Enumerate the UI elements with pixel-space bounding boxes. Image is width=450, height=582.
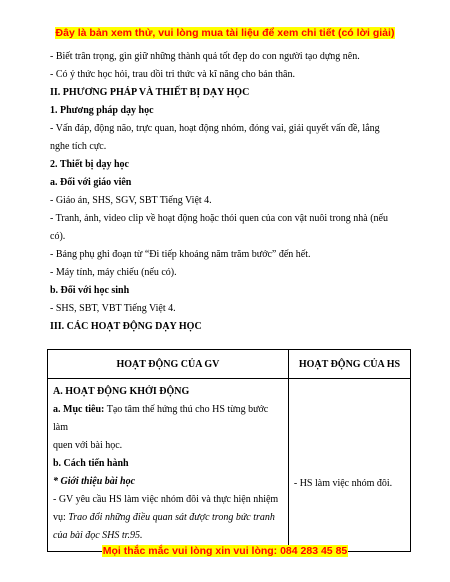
objective-text-2: quen với bài học. [53,440,123,451]
header-student-activity: HOẠT ĐỘNG CỦA HS [288,350,410,379]
table-header-row [48,350,411,379]
activity-title: A. HOẠT ĐỘNG KHỞI ĐỘNG [53,386,190,397]
subheading-student: b. Đối với học sinh [50,285,130,296]
task-line-2 [53,509,283,527]
objective-label: a. Mục tiêu: [53,404,105,415]
section-heading-3: III. CÁC HOẠT ĐỘNG DẠY HỌC [50,321,202,332]
table-row [48,379,411,552]
student-item-1: - SHS, SBT, VBT Tiếng Việt 4. [50,303,176,314]
teacher-item-1: - Giáo án, SHS, SGV, SBT Tiếng Việt 4. [50,195,212,206]
procedure-label: b. Cách tiến hành [53,458,129,469]
lesson-intro-label: * Giới thiệu bài học [53,476,136,487]
preview-banner-top [0,27,450,39]
objective-line [53,401,283,437]
preview-banner-text: Đây là bản xem thử, vui lòng mua tài liệu để xem chi tiết (có lời giải) [55,27,395,39]
preview-banner-bottom [0,545,450,557]
methods-text-1: - Vấn đáp, động não, trực quan, hoạt động nhóm, đóng vai, giải quyết vấn đề, lắng [50,123,380,134]
section-heading-2: II. PHƯƠNG PHÁP VÀ THIẾT BỊ DẠY HỌC [50,87,250,98]
activities-table [47,349,411,552]
subheading-methods: 1. Phương pháp dạy học [50,105,154,116]
task-italic-2: của bài đọc SHS tr.95. [53,530,143,541]
task-italic-1: Trao đổi những điều quan sát được trong bức tranh [68,512,275,523]
header-teacher-activity: HOẠT ĐỘNG CỦA GV [48,350,289,379]
teacher-item-3: - Bảng phụ ghi đoạn từ “Đi tiếp khoảng năm trăm bước” đến hết. [50,249,311,260]
subheading-teacher: a. Đối với giáo viên [50,177,132,188]
student-activity-cell [288,379,410,552]
objective-text: Tạo tâm thế hứng thú cho HS từng bước làm [53,404,269,433]
teacher-activity-cell [48,379,289,552]
goal-line-2: - Có ý thức học hỏi, trau dồi tri thức và kĩ năng cho bản thân. [50,69,295,80]
document-body [50,48,408,336]
teacher-item-2b: có). [50,231,66,242]
contact-banner-text: Mọi thắc mắc vui lòng xin vui lòng: 084 283 45 85 [102,545,348,557]
goal-line-1: - Biết trân trọng, gìn giữ những thành quả tốt đẹp do con người tạo dựng nên. [50,51,360,62]
subheading-equipment: 2. Thiết bị dạy học [50,159,129,170]
methods-text-2: nghe tích cực. [50,141,107,152]
task-plain: vụ: [53,512,69,523]
task-line-1: - GV yêu cầu HS làm việc nhóm đôi và thực hiện nhiệm [53,494,279,505]
teacher-item-2a: - Tranh, ảnh, video clip về hoạt động hoặc thói quen của con vật nuôi trong nhà (nếu [50,213,388,224]
student-activity-text: - HS làm việc nhóm đôi. [293,478,393,489]
teacher-item-4: - Máy tính, máy chiếu (nếu có). [50,267,177,278]
